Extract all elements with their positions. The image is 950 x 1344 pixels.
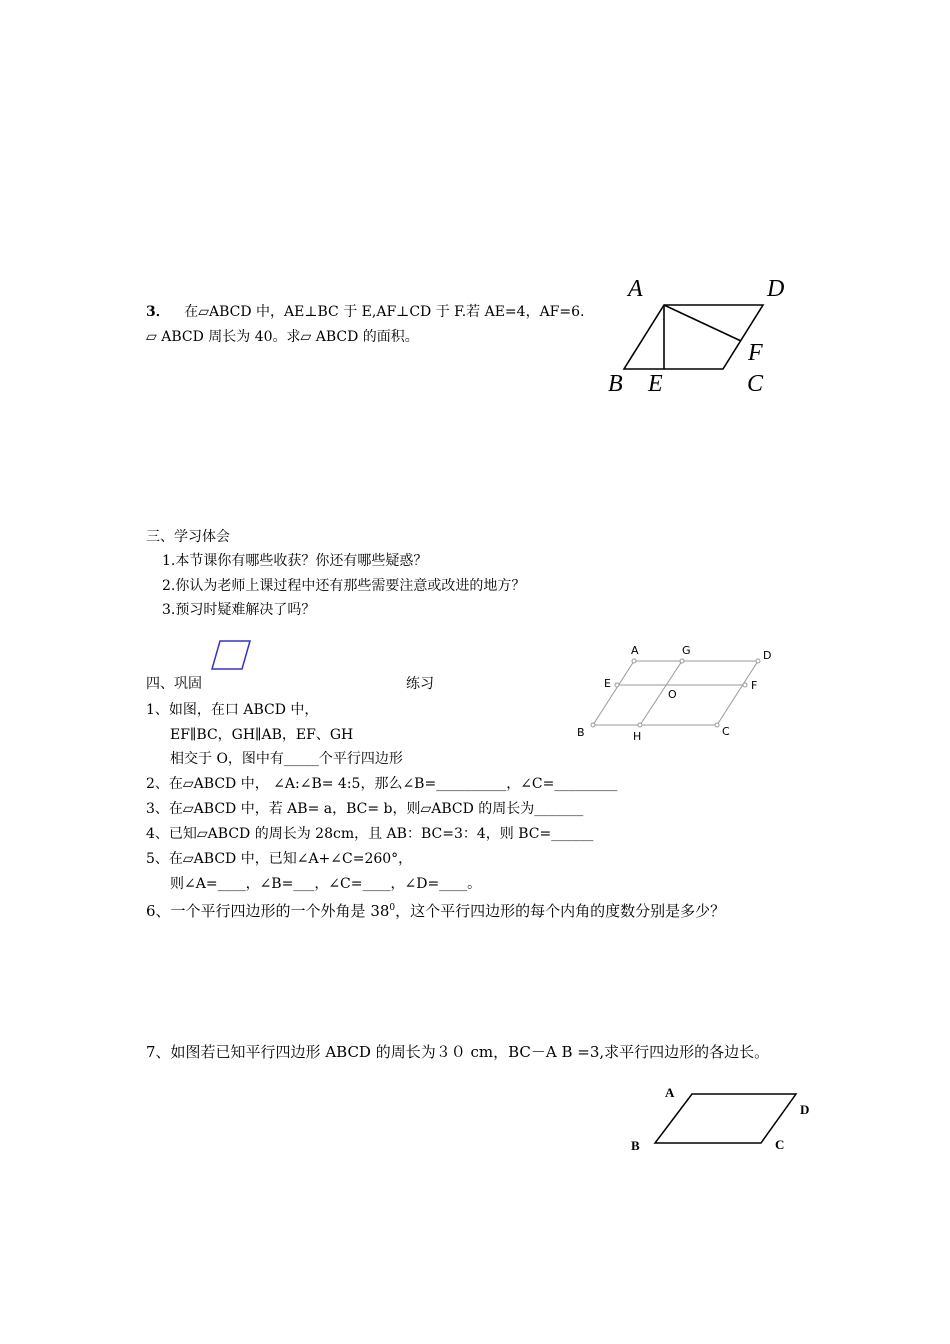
q3-text-1: 在▱ABCD 中，AE⊥BC 于 E,AF⊥CD 于 F.若 AE=4，AF=6. <box>184 304 585 320</box>
p1-label-F: F <box>751 679 758 692</box>
p4: 4、已知▱ABCD 的周长为 28cm，且 AB：BC=3：4，则 BC=______ <box>146 826 594 842</box>
p1-line3: 相交于 O，图中有_____个平行四边形 <box>170 751 403 767</box>
p7-label-B: B <box>631 1138 640 1153</box>
p1-label-A: A <box>631 644 639 657</box>
p6-degree-sup: 0 <box>389 903 396 913</box>
p5-line2: 则∠A=____，∠B=___，∠C=____，∠D=____。 <box>170 876 482 892</box>
q3-label-F: F <box>748 340 763 366</box>
section4-practice: 练习 <box>406 676 434 692</box>
section4-title: 四、巩固 <box>146 676 202 692</box>
p7-label-C: C <box>775 1137 785 1152</box>
p7: 7、如图若已知平行四边形 ABCD 的周长为３０ cm，BC－A B =3,求平行四边形的各边长。 <box>146 1043 770 1061</box>
section3-item-1: 1.本节课你有哪些收获？你还有哪些疑惑？ <box>162 553 428 569</box>
p7-label-D: D <box>800 1102 810 1117</box>
p1-label-H: H <box>633 730 642 743</box>
q3-label-E: E <box>648 371 663 397</box>
p6-text-post: ，这个平行四边形的每个内角的度数分别是多少？ <box>395 902 726 920</box>
section3-item-2: 2.你认为老师上课过程中还有那些需要注意或改进的地方？ <box>162 578 526 594</box>
section3-title: 三、学习体会 <box>146 529 230 545</box>
p1-label-E: E <box>604 677 611 690</box>
p2: 2、在▱ABCD 中， ∠A:∠B= 4:5，那么∠B=__________，∠C=_________ <box>146 776 618 792</box>
q3-line2: ▱ ABCD 周长为 40。求▱ ABCD 的面积。 <box>146 329 419 345</box>
p1-label-B: B <box>577 726 585 739</box>
q3-label-A: A <box>628 276 643 302</box>
p1-line1: 1、如图，在口 ABCD 中， <box>146 702 319 718</box>
p6-text-pre: 6、一个平行四边形的一个外角是 38 <box>146 902 390 920</box>
p7-parallelogram <box>655 1094 796 1143</box>
section3-item-3: 3.预习时疑难解决了吗？ <box>162 602 316 618</box>
p1-label-D: D <box>763 649 772 662</box>
p7-label-A: A <box>665 1085 675 1100</box>
p1-line2: EF∥BC，GH∥AB，EF、GH <box>170 727 354 743</box>
p1-label-G: G <box>682 644 691 657</box>
q3-label-B: B <box>608 371 623 397</box>
q3-number: 3． <box>146 304 170 320</box>
q3-label-C: C <box>747 371 764 397</box>
p1-label-O: O <box>668 688 677 701</box>
p1-label-C: C <box>722 725 730 738</box>
p3: 3、在▱ABCD 中，若 AB= a，BC= b，则▱ABCD 的周长为_______ <box>146 801 584 817</box>
q3-label-D: D <box>767 276 785 302</box>
p5-line1: 5、在▱ABCD 中，已知∠A+∠C=260°， <box>146 851 413 867</box>
